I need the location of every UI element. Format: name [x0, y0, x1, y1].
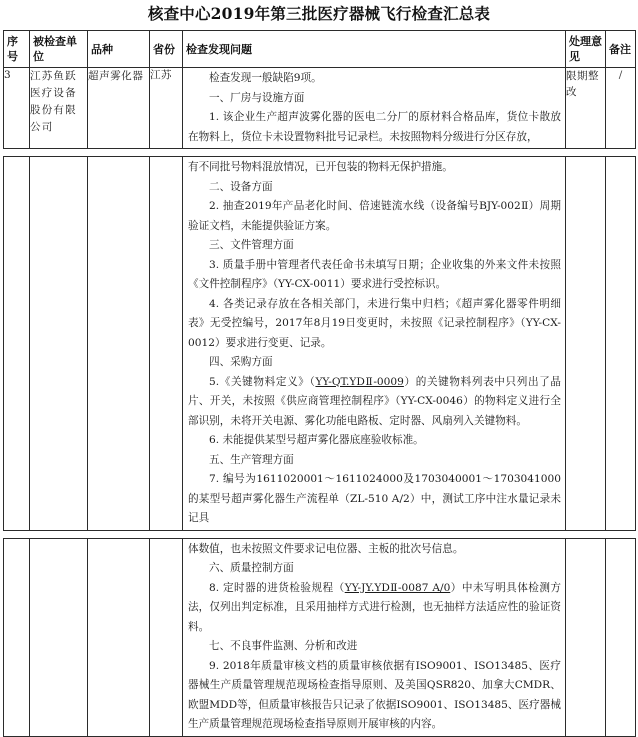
cell-issues-found-part2: [183, 157, 566, 531]
issue-item-5: [188, 373, 561, 432]
issue-item-8-post: ）中未写明具体检测方法，仅列出判定标准，且采用抽样方式进行检测，也无抽样方法适应性的验证资料。: [188, 581, 562, 633]
cell-handling-opinion-continued-2: [566, 538, 606, 736]
inspection-summary-table-part3: [3, 538, 636, 737]
cell-remark: /: [606, 68, 636, 149]
issue-section-5: 五、生产管理方面: [209, 453, 294, 466]
issue-item-1b: 有不同批号物料混放情况，已开包装的物料无保护措施。: [188, 161, 453, 173]
inspection-summary-table-part1: [3, 30, 636, 149]
issue-item-6: 6. 未能提供某型号超声雾化器底座验收标准。: [209, 434, 424, 446]
issue-item-9: 9. 2018年质量审核文档的质量审核依据有ISO9001、ISO13485、医疗器械生产质量管理规范现场检查指导原则、及美国QSR820、加拿大CMDR、欧盟MDD等，但质量审核报告只记录了依据ISO9001、ISO13485、医疗器械生产质量管理规范现场检查指导原则开展审核的内容。: [188, 659, 561, 730]
table-row-continued-2: [4, 538, 636, 736]
issue-summary: 检查发现一般缺陷9项。: [209, 72, 322, 84]
table-header-row: [4, 31, 636, 68]
cell-variety: 超声雾化器: [88, 68, 150, 149]
column-header-index: 序号: [4, 31, 30, 68]
issue-section-1: 一、厂房与设施方面: [209, 91, 305, 104]
table-row-continued: [4, 157, 636, 531]
cell-remark-continued: [606, 157, 636, 531]
issue-item-4: 4. 各类记录存放在各相关部门，未进行集中归档；《超声雾化器零件明细表》无受控编号，2017年8月19日变更时，未按照《记录控制程序》（YY-CX-0012）要求进行变更、记录。: [188, 297, 561, 349]
cell-inspected-unit: 江苏鱼跃医疗设备股份有限公司: [30, 68, 88, 149]
page-break-gap-1: [3, 149, 635, 156]
cell-issues-found-part1: [183, 68, 566, 149]
cell-inspected-unit-continued-2: [30, 538, 88, 736]
cell-province: 江苏: [150, 68, 183, 149]
issue-item-1a: 1. 该企业生产超声波雾化器的医电二分厂的原材料合格品库，货位卡散放在物料上，货位卡未设置物料批号记录栏。未按照物料分级进行分区存放，: [188, 111, 561, 143]
cell-issues-found-part3: [183, 538, 566, 736]
cell-variety-continued-2: [88, 538, 150, 736]
cell-index-continued: [4, 157, 30, 531]
table-row: [4, 68, 636, 149]
column-header-province: 省份: [150, 31, 183, 68]
cell-province-continued-2: [150, 538, 183, 736]
cell-province-continued: [150, 157, 183, 531]
column-header-variety: 品种: [88, 31, 150, 68]
cell-inspected-unit-continued: [30, 157, 88, 531]
issue-item-5-doc-code: YY-QT.YDⅡ-0009: [315, 375, 404, 388]
issue-item-8-pre: 8. 定时器的进货检验规程（: [209, 581, 345, 594]
cell-remark-continued-2: [606, 538, 636, 736]
issue-item-8-doc-code: YY-JY.YDⅡ-0087 A/0: [344, 581, 451, 594]
issue-item-5-post: ）的关键物料列表中只列出了晶片、开关，未按照《供应商管理控制程序》（YY-CX-0046）的物料定义进行全部识别，未将开关电源、雾化功能电路板、定时器、风扇列入关键物料。: [188, 375, 561, 427]
column-header-issues-found: 检查发现问题: [183, 31, 566, 68]
cell-variety-continued: [88, 157, 150, 531]
column-header-remark: 备注: [606, 31, 636, 68]
page-title: 核查中心2019年第三批医疗器械飞行检查汇总表: [147, 4, 491, 23]
issue-section-4: 四、采购方面: [209, 356, 273, 368]
issue-section-2: 二、设备方面: [209, 180, 273, 193]
issue-item-7a: 7. 编号为1611020001～1611024000及1703040001～1703041000的某型号超声雾化器生产流程单（ZL-510 A/2）中，测试工序中注水量记录未记具: [188, 473, 561, 524]
issue-item-2: 2. 抽查2019年产品老化时间、倍速链流水线（设备编号BJY-002Ⅱ）周期验证文档，未能提供验证方案。: [188, 200, 561, 232]
column-header-inspected-unit: 被检查单位: [30, 31, 88, 68]
issue-item-5-pre: 5.《关键物料定义》（: [209, 375, 316, 388]
cell-index-continued-2: [4, 538, 30, 736]
cell-index: 3: [4, 68, 30, 149]
issue-section-7: 七、不良事件监测、分析和改进: [209, 640, 358, 652]
issue-item-8: [188, 579, 561, 638]
page-break-gap-2: [3, 531, 635, 538]
issue-item-3: 3. 质量手册中管理者代表任命书未填写日期；企业收集的外来文件未按照《文件控制程序》（YY-CX-0011）要求进行受控标识。: [188, 258, 561, 290]
inspection-summary-table-part2: [3, 156, 636, 531]
cell-handling-opinion-continued: [566, 157, 606, 531]
issue-section-6: 六、质量控制方面: [209, 562, 294, 574]
issue-section-3: 三、文件管理方面: [209, 239, 294, 251]
column-header-handling-opinion: 处理意见: [566, 31, 606, 68]
issue-item-7b: 体数值，也未按照文件要求记电位器、主板的批次号信息。: [188, 542, 464, 555]
cell-handling-opinion: 限期整改: [566, 68, 606, 149]
